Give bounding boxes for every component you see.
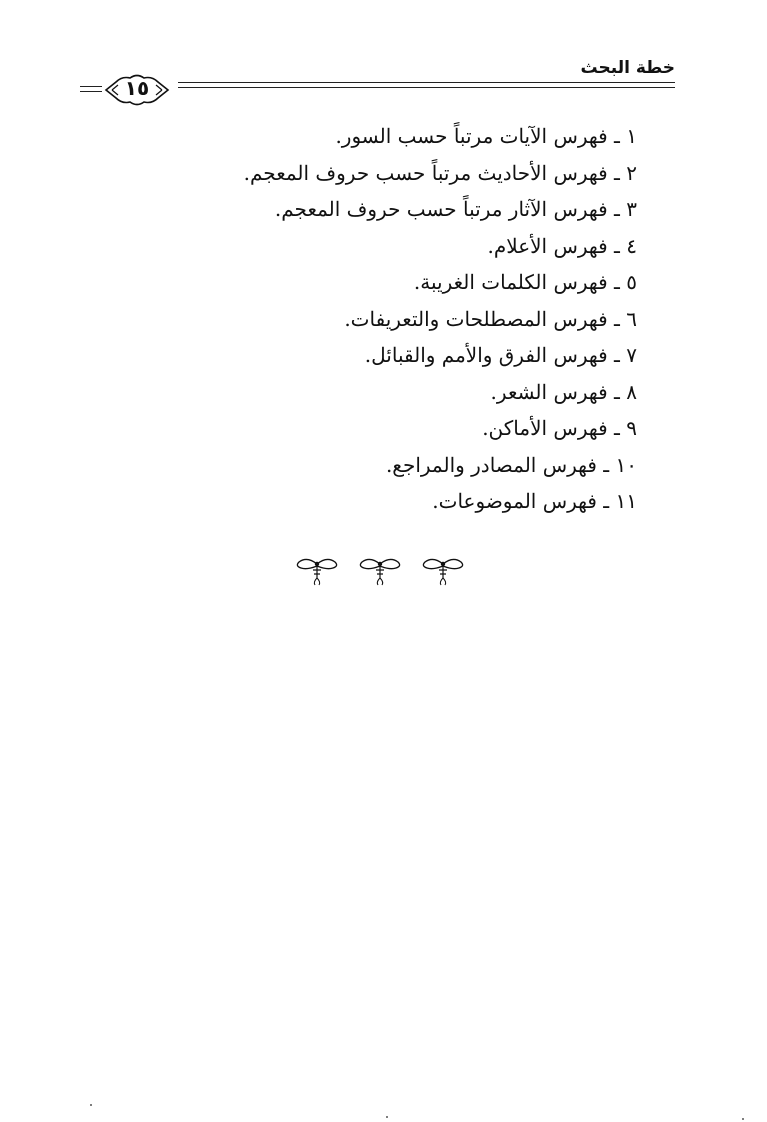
scan-speck [90,1104,92,1106]
page-number: ١٥ [124,76,150,100]
index-item-2: ٢ ـ فهرس الأحاديث مرتباً حسب حروف المعجم. [243,160,637,185]
floral-ornament-icon [295,556,339,586]
index-item-8: ٨ ـ فهرس الشعر. [490,379,637,404]
section-end-ornaments [295,556,465,590]
header-rule-left-top [80,86,102,87]
index-item-7: ٧ ـ فهرس الفرق والأمم والقبائل. [364,343,637,367]
scan-speck [386,1116,388,1118]
header-rule-left-bottom [80,91,102,92]
index-item-1: ١ ـ فهرس الآيات مرتباً حسب السور. [335,124,637,148]
index-item-6: ٦ ـ فهرس المصطلحات والتعريفات. [344,306,637,331]
index-item-11: ١١ ـ فهرس الموضوعات. [432,489,637,513]
scan-speck [742,1118,744,1120]
floral-ornament-icon [358,556,402,586]
floral-ornament-icon [421,556,465,586]
running-header-title: خطة البحث [580,58,675,78]
header-rule-right-top [178,82,675,83]
index-list [117,118,637,520]
index-item-4: ٤ ـ فهرس الأعلام. [487,233,637,258]
index-item-10: ١٠ ـ فهرس المصادر والمراجع. [385,452,637,477]
index-item-3: ٣ ـ فهرس الآثار مرتباً حسب حروف المعجم. [274,197,637,221]
header-rule-right-bottom [178,87,675,88]
index-item-5: ٥ ـ فهرس الكلمات الغريبة. [413,270,637,294]
index-item-9: ٩ ـ فهرس الأماكن. [482,416,637,440]
